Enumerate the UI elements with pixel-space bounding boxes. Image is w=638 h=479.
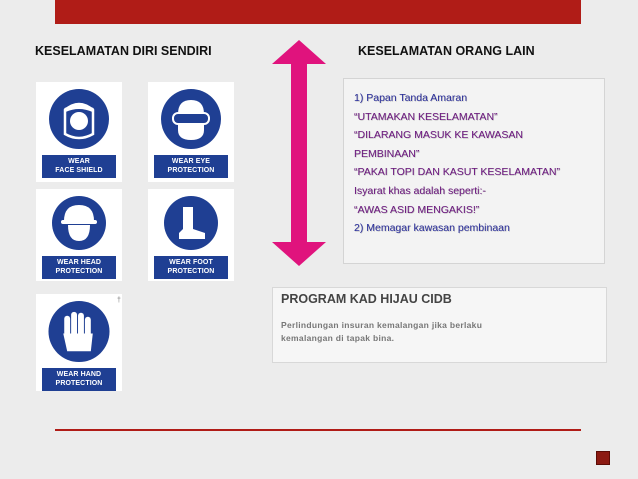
sign-foot-protection [148, 189, 234, 281]
sign-line: WEAR [68, 158, 90, 165]
sign-head-protection [36, 189, 122, 281]
sign-line: WEAR FOOT [169, 259, 213, 266]
sign-plate [42, 256, 116, 279]
corner-square-icon [596, 451, 610, 465]
others-list-item: “AWAS ASID MENGAKIS!” [354, 203, 480, 216]
sign-eye-protection [148, 82, 234, 182]
sign-line: FACE SHIELD [55, 166, 103, 174]
others-safety-box [343, 78, 605, 264]
sign-hand-protection [36, 294, 122, 391]
foot-protection-icon [163, 195, 219, 251]
cidb-body-line: kemalangan di tapak bina. [281, 333, 395, 343]
others-list-item: 1) Papan Tanda Amaran [354, 92, 468, 104]
double-arrow-icon [270, 40, 328, 266]
heading-self-safety: KESELAMATAN DIRI SENDIRI [35, 44, 212, 58]
top-accent-bar [55, 0, 581, 24]
others-list-item: PEMBINAAN” [354, 147, 420, 160]
head-protection-icon [51, 195, 107, 251]
heading-others-safety: KESELAMATAN ORANG LAIN [358, 44, 535, 58]
sign-line: WEAR EYE [171, 158, 211, 165]
sign-face-shield [36, 82, 122, 182]
cidb-title: PROGRAM KAD HIJAU CIDB [281, 292, 452, 306]
sign-line: PROTECTION [167, 267, 215, 275]
cidb-body-line: Perlindungan insuran kemalangan jika berlaku [281, 320, 483, 330]
sign-line: PROTECTION [55, 267, 103, 275]
sign-line: PROTECTION [55, 379, 103, 387]
eye-protection-icon [160, 88, 222, 150]
others-list-item: “DILARANG MASUK KE KAWASAN [354, 129, 524, 142]
sign-line: PROTECTION [167, 166, 215, 174]
hand-protection-icon [47, 300, 111, 363]
sign-plate [154, 155, 228, 178]
sign-line: WEAR HAND [56, 371, 102, 378]
sign-plate [154, 256, 228, 279]
bottom-rule [55, 429, 581, 431]
others-list-item: “UTAMAKAN KESELAMATAN” [354, 110, 498, 123]
cidb-box [272, 287, 607, 363]
sign-line: WEAR HEAD [56, 259, 102, 266]
sign-plate [42, 155, 116, 178]
face-shield-icon [48, 88, 110, 150]
cidb-body [281, 319, 598, 345]
others-list-item: “PAKAI TOPI DAN KASUT KESELAMATAN” [354, 166, 560, 179]
sign-plate [42, 368, 116, 391]
others-list-item: Isyarat khas adalah seperti:- [354, 184, 486, 197]
others-list-item: 2) Memagar kawasan pembinaan [354, 222, 510, 235]
page-artifact-mark: † [117, 297, 121, 304]
